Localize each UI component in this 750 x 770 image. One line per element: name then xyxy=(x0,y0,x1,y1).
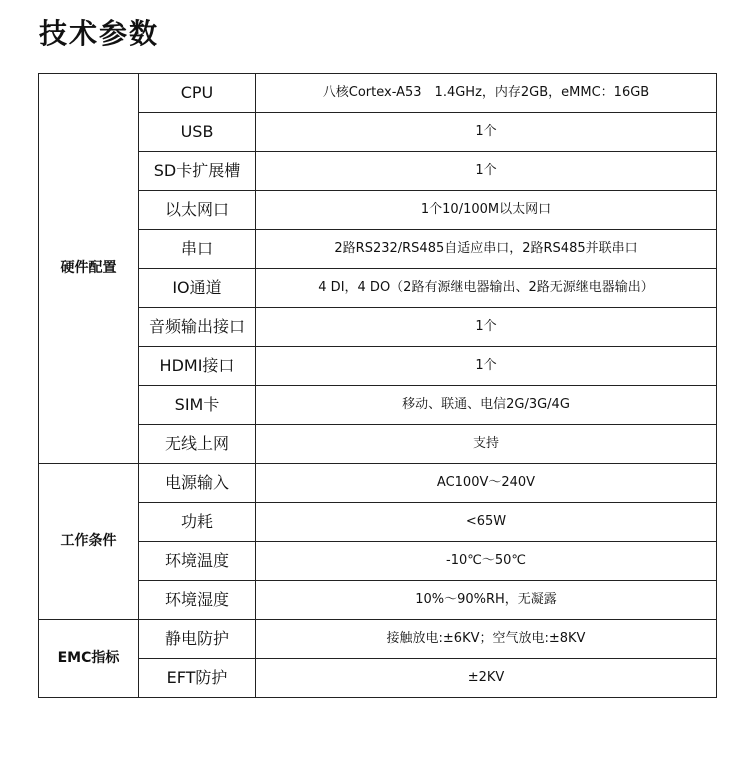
table-row xyxy=(39,347,717,386)
item-value: 1个 xyxy=(256,308,717,347)
table-row xyxy=(39,659,717,698)
table-row xyxy=(39,191,717,230)
item-label: 无线上网 xyxy=(139,425,256,464)
item-value: 10%～90%RH，无凝露 xyxy=(256,581,717,620)
table-row xyxy=(39,308,717,347)
item-value: 4 DI，4 DO（2路有源继电器输出、2路无源继电器输出） xyxy=(256,269,717,308)
item-label: 环境湿度 xyxy=(139,581,256,620)
item-value: ±2KV xyxy=(256,659,717,698)
item-label: 电源输入 xyxy=(139,464,256,503)
table-row xyxy=(39,503,717,542)
page-title: 技术参数 xyxy=(39,17,160,50)
item-value: 2路RS232/RS485自适应串口，2路RS485并联串口 xyxy=(256,230,717,269)
item-value: 八核Cortex-A53 1.4GHz，内存2GB，eMMC：16GB xyxy=(256,74,717,113)
item-label: SD卡扩展槽 xyxy=(139,152,256,191)
table-row xyxy=(39,542,717,581)
item-value: -10℃～50℃ xyxy=(256,542,717,581)
item-label: HDMI接口 xyxy=(139,347,256,386)
item-value: 1个 xyxy=(256,347,717,386)
table-row xyxy=(39,425,717,464)
group-label-emc: EMC指标 xyxy=(39,620,139,698)
item-value: 1个 xyxy=(256,152,717,191)
item-value: <65W xyxy=(256,503,717,542)
item-label: 以太网口 xyxy=(139,191,256,230)
item-label: SIM卡 xyxy=(139,386,256,425)
table-row xyxy=(39,230,717,269)
table-row xyxy=(39,464,717,503)
item-label: 环境温度 xyxy=(139,542,256,581)
item-label: CPU xyxy=(139,74,256,113)
item-label: EFT防护 xyxy=(139,659,256,698)
item-value: 支持 xyxy=(256,425,717,464)
item-label: USB xyxy=(139,113,256,152)
item-value: 1个10/100M以太网口 xyxy=(256,191,717,230)
table-row xyxy=(39,113,717,152)
table-row xyxy=(39,386,717,425)
item-label: 音频输出接口 xyxy=(139,308,256,347)
table-row xyxy=(39,152,717,191)
item-label: 静电防护 xyxy=(139,620,256,659)
item-value: AC100V～240V xyxy=(256,464,717,503)
table-row xyxy=(39,269,717,308)
item-label: 串口 xyxy=(139,230,256,269)
table-row xyxy=(39,74,717,113)
item-label: 功耗 xyxy=(139,503,256,542)
item-value: 接触放电:±6KV；空气放电:±8KV xyxy=(256,620,717,659)
table-row xyxy=(39,620,717,659)
spec-table xyxy=(38,73,717,698)
item-value: 1个 xyxy=(256,113,717,152)
table-row xyxy=(39,581,717,620)
group-label-hardware: 硬件配置 xyxy=(39,74,139,464)
item-label: IO通道 xyxy=(139,269,256,308)
group-label-operating-conditions: 工作条件 xyxy=(39,464,139,620)
item-value: 移动、联通、电信2G/3G/4G xyxy=(256,386,717,425)
